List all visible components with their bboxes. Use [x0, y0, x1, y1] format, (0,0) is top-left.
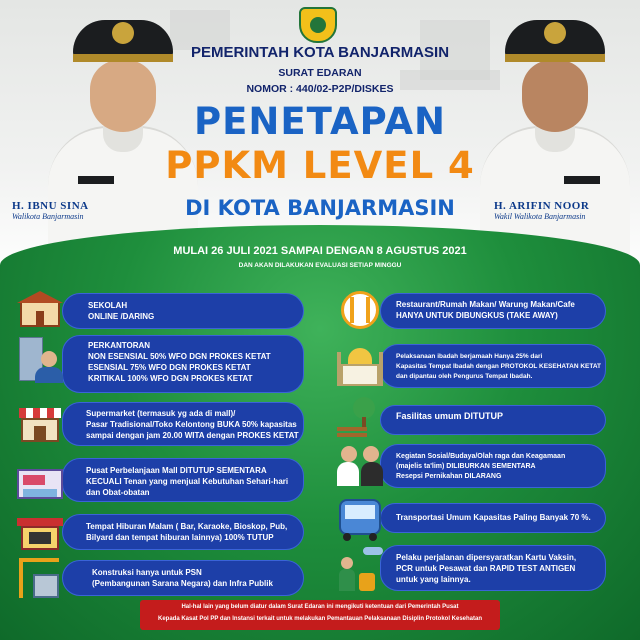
headline-line3: DI KOTA BANJARMASIN [185, 196, 455, 220]
item-text [92, 567, 302, 589]
item-line: Fasilitas umum DITUTUP [396, 411, 504, 421]
face [90, 60, 156, 132]
bus-icon [335, 495, 385, 541]
name-tag [564, 176, 600, 184]
mall-icon [15, 459, 65, 505]
office-worker-icon [15, 337, 65, 383]
item-line: untuk yang lainnya. [396, 575, 471, 584]
org-title: PEMERINTAH KOTA BANJARMASIN [190, 44, 450, 61]
entertainment-icon [15, 510, 65, 556]
traveler-icon [335, 547, 385, 593]
item-line: Resepsi Pernikahan DILARANG [396, 473, 502, 480]
item-text [396, 452, 602, 482]
item-text [396, 352, 606, 382]
item-line: dan dipantau oleh Pengurus Tempat Ibadah. [396, 373, 533, 380]
item-line: Kegiatan Sosial/Budaya/Olah raga dan Keagamaan [396, 453, 566, 460]
item-line: Tempat Hiburan Malam ( Bar, Karaoke, Bioskop, Pub, [86, 522, 288, 531]
item-text [396, 512, 602, 523]
item-text [396, 411, 602, 422]
official-left-role: Walikota Banjarmasin [12, 212, 84, 221]
item-line: NON ESENSIAL 50% WFO DGN PROKES KETAT [88, 352, 271, 361]
item-line: SEKOLAH [88, 301, 128, 310]
official-right-name: H. ARIFIN NOOR [494, 200, 590, 212]
item-line: Pelaku perjalanan dipersyaratkan Kartu Vaksin, [396, 553, 577, 562]
item-line: Supermarket (termasuk yg ada di mall)/ [86, 409, 236, 418]
letter-number: NOMOR : 440/02-P2P/DISKES [246, 83, 394, 95]
official-right-role: Wakil Walikota Banjarmasin [494, 212, 586, 221]
item-line: ESENSIAL 75% WFO DGN PROKES KETAT [88, 363, 251, 372]
period-evaluation: DAN AKAN DILAKUKAN EVALUASI SETIAP MINGGU [238, 262, 402, 269]
face [522, 60, 588, 132]
name-tag [78, 176, 114, 184]
item-line: Kapasitas Tempat Ibadah dengan PROTOKOL KESEHATAN KETAT [396, 363, 602, 370]
wedding-icon [335, 442, 385, 488]
item-line: sampai dengan jam 20.00 WITA dengan PROKES KETAT [86, 431, 299, 440]
item-line: KECUALI Tenan yang menjual Kebutuhan Sehari-hari [86, 477, 289, 486]
item-line: Konstruksi hanya untuk PSN [92, 568, 202, 577]
item-line: Pusat Perbelanjaan Mall DITUTUP SEMENTARA [86, 466, 267, 475]
item-line: Restaurant/Rumah Makan/ Warung Makan/Cafe [396, 300, 575, 309]
park-bench-icon [335, 395, 385, 441]
item-line: KRITIKAL 100% WFO DGN PROKES KETAT [88, 374, 253, 383]
item-line: Transportasi Umum Kapasitas Paling Banyak 70 %. [396, 513, 591, 522]
headline-line2: PPKM LEVEL 4 [165, 144, 475, 187]
footer-line1: Hal-hal lain yang belum diatur dalam Surat Edaran ini mengikuti ketentuan dari Pemerintah Pusat [181, 604, 459, 610]
shop-icon [15, 400, 65, 446]
cap-badge-icon [544, 22, 566, 44]
item-text [86, 465, 302, 498]
cap-badge-icon [112, 22, 134, 44]
period-dates: MULAI 26 JULI 2021 SAMPAI DENGAN 8 AGUSTUS 2021 [173, 245, 467, 257]
item-line: Bilyard dan tempat hiburan lainnya) 100% TUTUP [86, 533, 274, 542]
item-text [396, 552, 602, 585]
school-icon [15, 285, 65, 331]
item-line: PERKANTORAN [88, 341, 151, 350]
footer-line2: Kepada Kasat Pol PP dan Instansi terkait untuk melakukan Pemantauan Pelaksanaan Disiplin Protokol Kesehatan [158, 616, 482, 622]
item-line: dan Obat-obatan [86, 488, 150, 497]
official-right-portrait [480, 0, 630, 245]
official-left-name: H. IBNU SINA [12, 200, 89, 212]
letter-type: SURAT EDARAN [278, 67, 362, 79]
headline-line1: PENETAPAN [194, 100, 446, 143]
official-right-caption [494, 200, 640, 221]
item-text [86, 521, 302, 543]
mosque-icon [335, 342, 385, 388]
item-line: HANYA UNTUK DIBUNGKUS (TAKE AWAY) [396, 311, 558, 320]
item-line: (majelis ta'lim) DILIBURKAN SEMENTARA [396, 463, 536, 470]
restaurant-icon [335, 285, 385, 331]
item-text [396, 299, 602, 321]
city-emblem-icon [299, 7, 337, 43]
item-text [88, 340, 302, 384]
construction-icon [15, 554, 65, 600]
cap-band [505, 54, 605, 62]
item-line: (Pembangunan Sarana Negara) dan Infra Publik [92, 579, 273, 588]
footer-notice [140, 600, 500, 630]
item-text [86, 408, 302, 441]
item-line: PCR untuk Pesawat dan RAPID TEST ANTIGEN [396, 564, 576, 573]
item-text [88, 300, 298, 322]
item-line: Pelaksanaan ibadah berjamaah Hanya 25% dari [396, 353, 543, 360]
item-line: ONLINE /DARING [88, 312, 155, 321]
item-line: Pasar Tradisional/Toko Kelontong BUKA 50% kapasitas [86, 420, 297, 429]
